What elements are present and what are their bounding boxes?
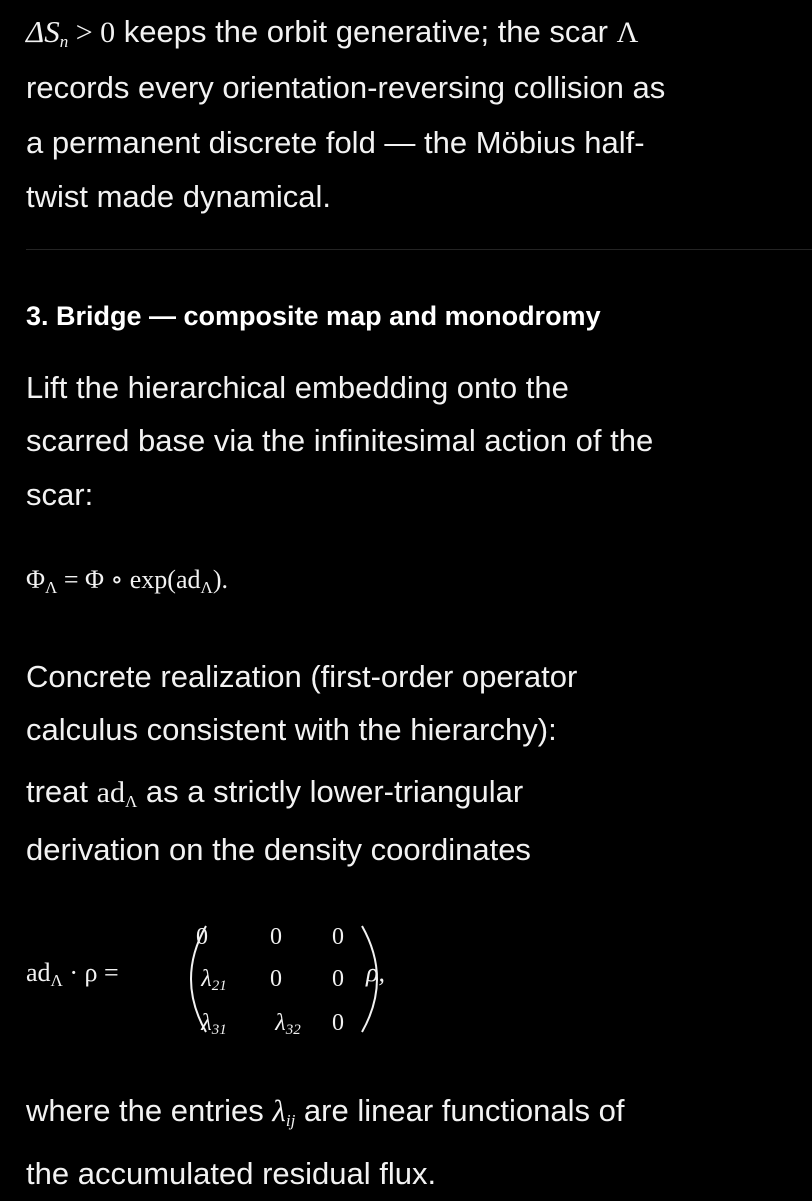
- ad-lambda-inline: $ad_\Lambda$: [96, 776, 138, 811]
- intro-line-3: a permanent discrete fold — the Möbius half-: [26, 125, 645, 160]
- matrix-equation: [26, 918, 426, 1040]
- composite-map-equation: $\Phi_\Lambda = \Phi$ ∘ $\exp(ad_\Lambda)$.: [26, 565, 228, 597]
- section-divider: [26, 249, 812, 250]
- intro-line-2: records every orientation-reversing collision as: [26, 70, 666, 105]
- matrix-r2c2: 0: [270, 966, 282, 992]
- matrix-r1c1: 0: [196, 924, 208, 950]
- para3-line-1: treat $ad_\Lambda$ as a strictly lower-triangular: [26, 774, 524, 811]
- lambda-ij-inline: $\lambda_{ij}$: [272, 1093, 296, 1130]
- para4-line-2: the accumulated residual flux.: [26, 1156, 437, 1191]
- matrix-r2c1: $\lambda_{21}$: [201, 966, 227, 994]
- greater-than-zero: > 0: [68, 16, 116, 49]
- para1-line-1: Lift the hierarchical embedding onto the: [26, 370, 569, 405]
- matrix-r3c2: $\lambda_{32}$: [275, 1010, 301, 1038]
- intro-line-1: [26, 5, 796, 60]
- section-heading: 3. Bridge — composite map and monodromy: [26, 301, 601, 331]
- matrix-r1c2: 0: [270, 924, 282, 950]
- para4-line-1: where the entries $\lambda_{ij}$ are linear functionals of: [26, 1093, 625, 1130]
- para2-line-2: calculus consistent with the hierarchy):: [26, 712, 557, 747]
- matrix-equation-rhs: ρ,: [366, 958, 385, 987]
- para1-line-2: scarred base via the infinitesimal action of the: [26, 423, 654, 458]
- para2-line-1: Concrete realization (first-order operator: [26, 659, 578, 694]
- matrix-r1c3: 0: [332, 924, 344, 950]
- para3-line-2: derivation on the density coordinates: [26, 832, 531, 867]
- matrix-r3c1: $\lambda_{31}$: [201, 1010, 227, 1038]
- delta-s-symbol: $\Delta S_n$: [26, 14, 69, 51]
- intro-text-a: keeps the orbit generative; the scar: [115, 14, 617, 49]
- matrix-equation-lhs: $ad_\Lambda \cdot \rho$ =: [26, 958, 119, 990]
- para1-line-3: scar:: [26, 477, 94, 512]
- scar-symbol: Λ: [616, 16, 639, 49]
- matrix-r3c3: 0: [332, 1010, 344, 1036]
- matrix-r2c3: 0: [332, 966, 344, 992]
- intro-line-4: twist made dynamical.: [26, 179, 331, 214]
